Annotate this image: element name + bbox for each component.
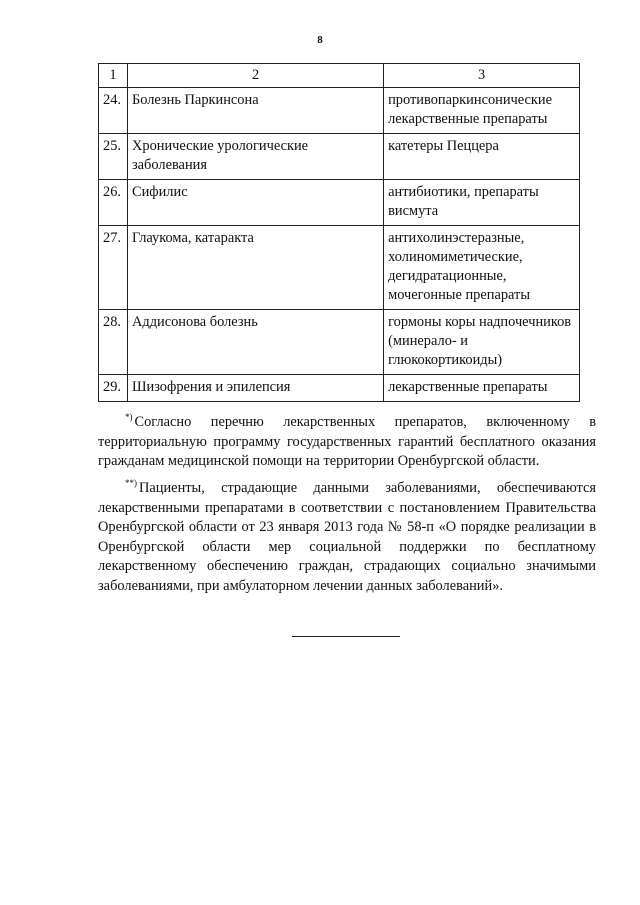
table-row: [99, 180, 580, 226]
table-header-row: [99, 64, 580, 88]
drug-category: лекарственные препараты: [384, 375, 580, 402]
footnote-text: Согласно перечню лекарственных препаратов, включенному в территориальную программу государственных гарантий бесплатного оказания гражданам медицинской помощи на территории Оренбургской области.: [98, 414, 596, 470]
row-number: 27.: [99, 226, 128, 310]
diseases-table: [98, 63, 580, 402]
drug-category: антибиотики, препараты висмута: [384, 180, 580, 226]
drug-category: противопаркинсонические лекарственные препараты: [384, 88, 580, 134]
row-number: 28.: [99, 310, 128, 375]
footnote-marker: *): [125, 412, 133, 422]
drug-category: антихолинэстеразные, холиномиметические, дегидратационные, мочегонные препараты: [384, 226, 580, 310]
footnote-marker: **): [125, 478, 137, 488]
disease-name: Хронические урологические заболевания: [127, 134, 383, 180]
column-number-header: 1: [99, 64, 128, 88]
row-number: 29.: [99, 375, 128, 402]
end-divider: [292, 636, 400, 637]
disease-name: Шизофрения и эпилепсия: [127, 375, 383, 402]
disease-name: Глаукома, катаракта: [127, 226, 383, 310]
disease-name: Сифилис: [127, 180, 383, 226]
disease-name: Болезнь Паркинсона: [127, 88, 383, 134]
table-row: [99, 226, 580, 310]
drug-category: катетеры Пеццера: [384, 134, 580, 180]
table-row: [99, 375, 580, 402]
row-number: 24.: [99, 88, 128, 134]
column-number-header: 3: [384, 64, 580, 88]
drug-category: гормоны коры надпочечников (минерало- и глюкокортикоиды): [384, 310, 580, 375]
footnote-text: Пациенты, страдающие данными заболеваниями, обеспечиваются лекарственными препаратами в соответствии с постановлением Правительства Оренбургской области от 23 января 2013 года № 58-п «О порядке реализации в Оренбургской области мер социальной поддержки по бесплатному лекарственному обеспечению граждан, страдающих социально значимыми заболеваниями, при амбулаторном лечении данных заболеваний».: [98, 480, 596, 594]
table-row: [99, 134, 580, 180]
footnote-double-asterisk: [98, 479, 596, 597]
page-number: 8: [317, 34, 323, 46]
table-row: [99, 310, 580, 375]
footnote-single-asterisk: [98, 413, 596, 472]
table-row: [99, 88, 580, 134]
column-number-header: 2: [127, 64, 383, 88]
row-number: 26.: [99, 180, 128, 226]
row-number: 25.: [99, 134, 128, 180]
disease-name: Аддисонова болезнь: [127, 310, 383, 375]
